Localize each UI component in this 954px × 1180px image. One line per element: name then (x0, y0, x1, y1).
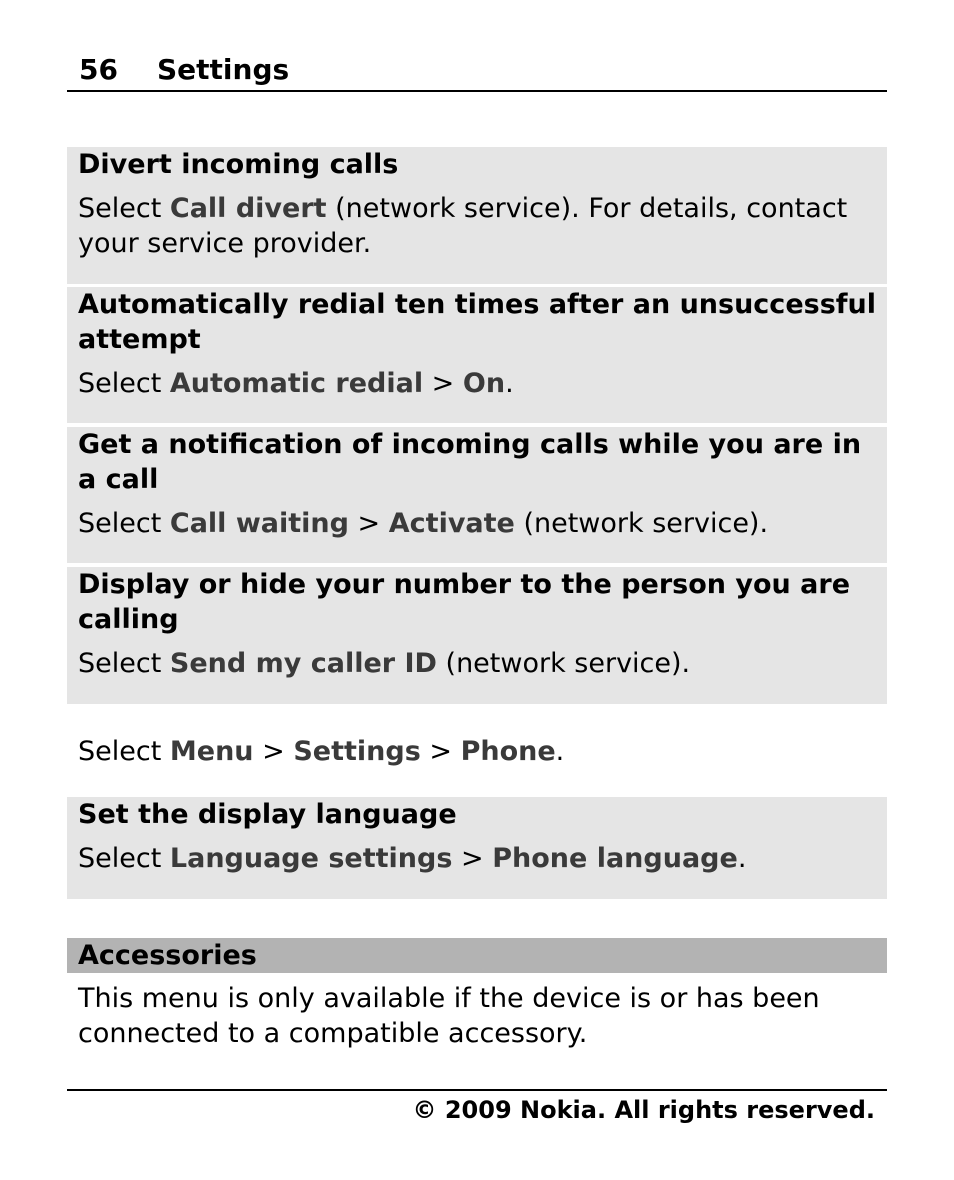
menu-option: Menu (169, 736, 254, 767)
menu-option: Call waiting (169, 508, 349, 539)
display-language-block (67, 797, 887, 899)
section-title: Settings (157, 53, 290, 86)
page-header (67, 50, 887, 92)
menu-option: Phone language (492, 843, 738, 874)
block-title: Automatically redial ten times after an unsuccessful attempt (78, 289, 876, 355)
menu-option: Settings (293, 736, 421, 767)
caller-id-block (67, 567, 887, 704)
accessories-heading: Accessories (67, 938, 887, 973)
menu-option: Automatic redial (169, 368, 424, 399)
block-title: Set the display language (78, 799, 457, 830)
block-body: Select Language settings > Phone language. (78, 843, 747, 874)
block-body: Select Call divert (network service). For details, contact your service provider. (78, 193, 848, 259)
menu-option: Call divert (169, 193, 327, 224)
block-title: Get a notification of incoming calls while you are in a call (78, 429, 862, 495)
accessories-text: This menu is only available if the device is or has been connected to a compatible accessory. (78, 983, 820, 1049)
menu-option: Activate (388, 508, 515, 539)
block-body: Select Send my caller ID (network service). (78, 648, 691, 679)
divert-calls-block (67, 147, 887, 284)
phone-settings-path: Select Menu > Settings > Phone. (78, 736, 565, 767)
block-title: Divert incoming calls (78, 149, 399, 180)
block-title: Display or hide your number to the person you are calling (78, 569, 851, 635)
automatic-redial-block (67, 287, 887, 423)
copyright-footer: © 2009 Nokia. All rights reserved. (412, 1096, 875, 1124)
block-body: Select Automatic redial > On. (78, 368, 514, 399)
menu-option: Send my caller ID (169, 648, 437, 679)
menu-option: Phone (460, 736, 556, 767)
menu-option: On (462, 368, 506, 399)
footer-divider (67, 1089, 887, 1091)
block-body: Select Call waiting > Activate (network service). (78, 508, 769, 539)
page-number: 56 (79, 53, 118, 86)
call-waiting-block (67, 427, 887, 563)
menu-option: Language settings (169, 843, 453, 874)
